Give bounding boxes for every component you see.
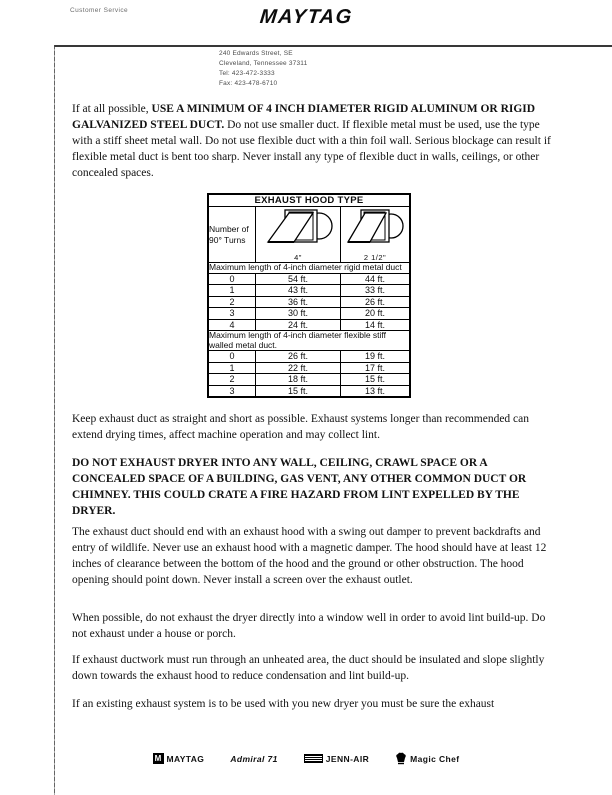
corner-label: Number of 90° Turns	[208, 207, 256, 263]
hood-illustration-row	[208, 207, 410, 263]
table-cell: 13 ft.	[341, 385, 411, 397]
table-cell: 15 ft.	[256, 385, 341, 397]
table-cell: 20 ft.	[341, 308, 411, 320]
paragraph-bold-text: USE A MINIMUM OF 4 INCH DIAMETER RIGID ALUMINUM OR RIGID GALVANIZED STEEL DUCT.	[72, 103, 536, 131]
table-cell: 33 ft.	[341, 285, 411, 297]
customer-service-label: Customer Service	[70, 7, 129, 14]
paragraph-text: Do not use smaller duct. If flexible metal must be used, use the type with a stiff sheet metal wall. Do not use flexible duct with a thin foil wall. Serious blockage can result if flexible metal duct is bent too sharp. Never install any type of flexible duct in walls, ceilings, or other concealed spaces.	[72, 119, 551, 179]
paragraph-window-well: When possible, do not exhaust the dryer directly into a window well in order to avoid lint build-up. Do not exhaust under a house or porch.	[72, 612, 546, 640]
table-cell: 3	[208, 308, 256, 320]
table-title-row	[208, 194, 410, 207]
table-cell: 54 ft.	[256, 273, 341, 285]
table-row	[208, 385, 410, 397]
paragraph-warning-bold: DO NOT EXHAUST DRYER INTO ANY WALL, CEILING, CRAWL SPACE OR A CONCEALED SPACE OF A BUILDING, GAS VENT, ANY OTHER COMMON DUCT OR CHIMNEY. THIS COULD CRATE A FIRE HAZARD FROM LINT EXPELLED BY THE DRYER.	[72, 457, 527, 517]
table-row	[208, 308, 410, 320]
brand-magic-chef	[395, 752, 459, 765]
chef-hat-icon	[395, 752, 407, 765]
table-cell: 22 ft.	[256, 362, 341, 374]
header-logo-wrap	[0, 6, 612, 29]
paragraph-text: If at all possible,	[72, 103, 152, 115]
jenn-air-stripes-icon	[304, 754, 323, 763]
table-cell: 15 ft.	[341, 374, 411, 386]
table-row	[208, 273, 410, 285]
table-cell: 24 ft.	[256, 319, 341, 331]
paragraph-unheated-area: If exhaust ductwork must run through an unheated area, the duct should be insulated and slope slightly down towards the exhaust hood to reduce condensation and lint build-up.	[72, 654, 545, 682]
exhaust-hood-4in-icon	[261, 207, 335, 249]
brand-label: JENN-AIR	[325, 753, 370, 764]
table-cell: 0	[208, 273, 256, 285]
table-cell: 0	[208, 351, 256, 363]
brand-admiral	[230, 754, 277, 764]
brand-maytag	[153, 753, 205, 764]
paragraph-keep-duct-straight: Keep exhaust duct as straight and short as possible. Exhaust systems longer than recommended can extend drying times, affect machine operation and may collect lint.	[72, 413, 530, 441]
address-line: Cleveland, Tennessee 37311	[219, 60, 308, 67]
address-block	[219, 49, 307, 89]
table-row	[208, 362, 410, 374]
hood-4in-cell	[256, 207, 341, 263]
brand-jenn-air	[304, 754, 369, 764]
exhaust-hood-2halfin-icon	[345, 207, 405, 249]
table-cell: 26 ft.	[256, 351, 341, 363]
hood-2halfin-cell	[341, 207, 411, 263]
table-cell: 19 ft.	[341, 351, 411, 363]
brand-label: Magic Chef	[410, 753, 460, 764]
left-vertical-rule	[54, 45, 55, 795]
table-cell: 1	[208, 285, 256, 297]
footer-brand-strip	[0, 752, 612, 765]
table-row	[208, 351, 410, 363]
table-section-header: Maximum length of 4-inch diameter flexible stiff walled metal duct.	[208, 331, 410, 351]
table-title: EXHAUST HOOD TYPE	[208, 194, 410, 207]
exhaust-hood-table	[207, 193, 411, 398]
table-cell: 36 ft.	[256, 296, 341, 308]
table-cell: 17 ft.	[341, 362, 411, 374]
paragraph-existing-system: If an existing exhaust system is to be used with you new dryer you must be sure the exhaust	[72, 698, 495, 710]
table-cell: 30 ft.	[256, 308, 341, 320]
table-section-header-row	[208, 263, 410, 274]
address-line: Fax: 423-478-6710	[219, 80, 278, 87]
paragraph-exhaust-hood: The exhaust duct should end with an exhaust hood with a swing out damper to prevent backdrafts and entry of wildlife. Never use an exhaust hood with a magnetic damper. The hood should have at least 12 inches of clearance between the bottom of the hood and the ground or other obstruction. The hood opening should point down. Never install a screen over the exhaust outlet.	[72, 526, 547, 586]
table-cell: 4	[208, 319, 256, 331]
address-line: 240 Edwards Street, SE	[219, 50, 293, 57]
table-cell: 18 ft.	[256, 374, 341, 386]
maytag-wordmark-logo: MAYTAG	[258, 6, 354, 28]
brand-label: Admiral 71	[230, 753, 278, 764]
brand-label: MAYTAG	[166, 753, 205, 764]
table-row	[208, 296, 410, 308]
hood-size-label: 4"	[294, 253, 302, 262]
paragraph-duct-requirements	[72, 101, 562, 181]
hood-size-label: 2 1/2"	[363, 253, 387, 262]
top-horizontal-rule	[54, 45, 612, 47]
table-cell: 44 ft.	[341, 273, 411, 285]
table-cell: 2	[208, 374, 256, 386]
table-row	[208, 374, 410, 386]
exhaust-table-body	[208, 194, 410, 397]
table-cell: 3	[208, 385, 256, 397]
table-section-header: Maximum length of 4-inch diameter rigid metal duct	[208, 263, 410, 274]
table-cell: 26 ft.	[341, 296, 411, 308]
table-section-header-row	[208, 331, 410, 351]
table-row	[208, 319, 410, 331]
table-cell: 14 ft.	[341, 319, 411, 331]
address-line: Tel: 423-472-3333	[219, 70, 275, 77]
table-cell: 2	[208, 296, 256, 308]
maytag-square-icon: M	[153, 753, 164, 764]
table-cell: 1	[208, 362, 256, 374]
table-cell: 43 ft.	[256, 285, 341, 297]
table-row	[208, 285, 410, 297]
